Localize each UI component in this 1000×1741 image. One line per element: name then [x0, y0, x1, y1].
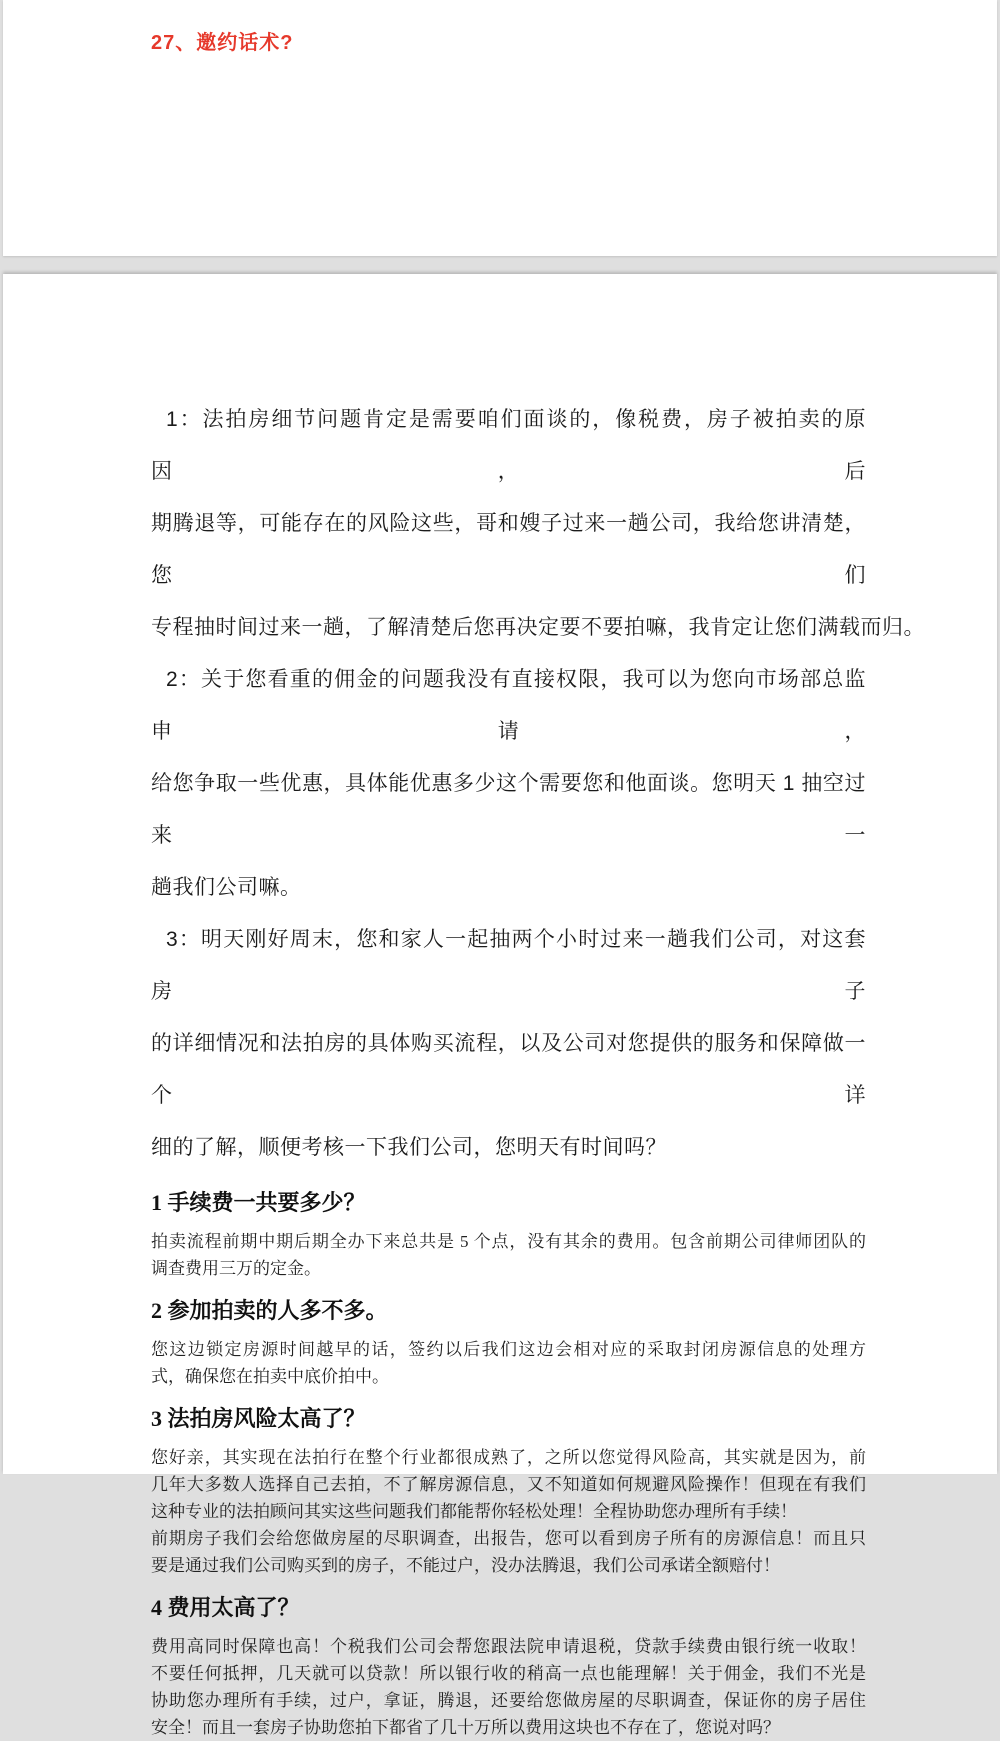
text-line: 这种专业的法拍顾问其实这些问题我们都能帮你轻松处理！全程协助您办理所有手续！ — [151, 1502, 797, 1521]
text-line: 给您争取一些优惠，具体能优惠多少这个需要您和他面谈。您明天 1 抽空过来一 — [151, 772, 866, 847]
text-line: 几年大多数人选择自己去拍，不了解房源信息，又不知道如何规避风险操作！但现在有我们 — [151, 1475, 866, 1494]
text-line: 细的了解，顺便考核一下我们公司，您明天有时间吗？ — [151, 1136, 667, 1159]
qa-section — [151, 1188, 866, 1282]
document-page-2 — [3, 274, 997, 1737]
qa-paragraph — [151, 1444, 866, 1525]
qa-heading: 2 参加拍卖的人多不多。 — [151, 1298, 388, 1323]
text-line: 费用高同时保障也高！个税我们公司会帮您跟法院申请退税，贷款手续费由银行统一收取！ — [151, 1637, 866, 1656]
qa-section — [151, 1404, 866, 1579]
text-line: 1：法拍房细节问题肯定是需要咱们面谈的，像税费，房子被拍卖的原因，后 — [151, 408, 866, 483]
text-line: 安全！而且一套房子协助您拍下都省了几十万所以费用这块也不存在了，您说对吗？ — [151, 1718, 780, 1737]
qa-heading: 4 费用太高了？ — [151, 1595, 300, 1620]
text-line: 的详细情况和法拍房的具体购买流程，以及公司对您提供的服务和保障做一个详 — [151, 1032, 866, 1107]
text-line: 要是通过我们公司购买到的房子，不能过户，没办法腾退，我们公司承诺全额赔付！ — [151, 1556, 780, 1575]
text-line: 期腾退等，可能存在的风险这些，哥和嫂子过来一趟公司，我给您讲清楚，您们 — [151, 512, 866, 587]
text-line: 趟我们公司嘛。 — [151, 876, 302, 899]
text-line: 3：明天刚好周末，您和家人一起抽两个小时过来一趟我们公司，对这套房子 — [151, 928, 866, 1003]
qa-paragraph — [151, 1228, 866, 1282]
script-paragraph — [151, 914, 866, 1174]
qa-paragraph — [151, 1525, 866, 1579]
page-2-content — [151, 274, 925, 1741]
text-line: 您好亲，其实现在法拍行在整个行业都很成熟了，之所以您觉得风险高，其实就是因为，前 — [151, 1448, 866, 1467]
question-27-heading: 27、邀约话术? — [151, 32, 294, 54]
text-line: 协助您办理所有手续，过户，拿证，腾退，还要给您做房屋的尽职调查，保证你的房子居住 — [151, 1691, 866, 1710]
qa-section — [151, 1593, 866, 1741]
text-line: 2：关于您看重的佣金的问题我没有直接权限，我可以为您向市场部总监申请， — [151, 668, 866, 743]
text-line: 式，确保您在拍卖中底价拍中。 — [151, 1367, 389, 1386]
text-line: 前期房子我们会给您做房屋的尽职调查，出报告，您可以看到房子所有的房源信息！而且只 — [151, 1529, 866, 1548]
script-paragraph — [151, 654, 866, 914]
qa-paragraph — [151, 1633, 866, 1741]
text-line: 专程抽时间过来一趟，了解清楚后您再决定要不要拍嘛，我肯定让您们满载而归。 — [151, 616, 925, 639]
qa-heading: 1 手续费一共要多少？ — [151, 1190, 366, 1215]
script-paragraph — [151, 394, 925, 654]
text-line: 拍卖流程前期中期后期全办下来总共是 5 个点，没有其余的费用。包含前期公司律师团队的 — [151, 1232, 866, 1251]
text-line: 调查费用三万的定金。 — [151, 1259, 321, 1278]
objection-qa-sections — [151, 1188, 866, 1741]
text-line: 不要任何抵押，几天就可以贷款！所以银行收的稍高一点也能理解！关于佣金，我们不光是 — [151, 1664, 866, 1683]
document-page-1 — [3, 0, 997, 256]
qa-section — [151, 1296, 866, 1390]
qa-paragraph — [151, 1336, 866, 1390]
invitation-script-paragraphs — [151, 394, 925, 1174]
text-line: 您这边锁定房源时间越早的话，签约以后我们这边会相对应的采取封闭房源信息的处理方 — [151, 1340, 866, 1359]
qa-heading: 3 法拍房风险太高了？ — [151, 1406, 366, 1431]
